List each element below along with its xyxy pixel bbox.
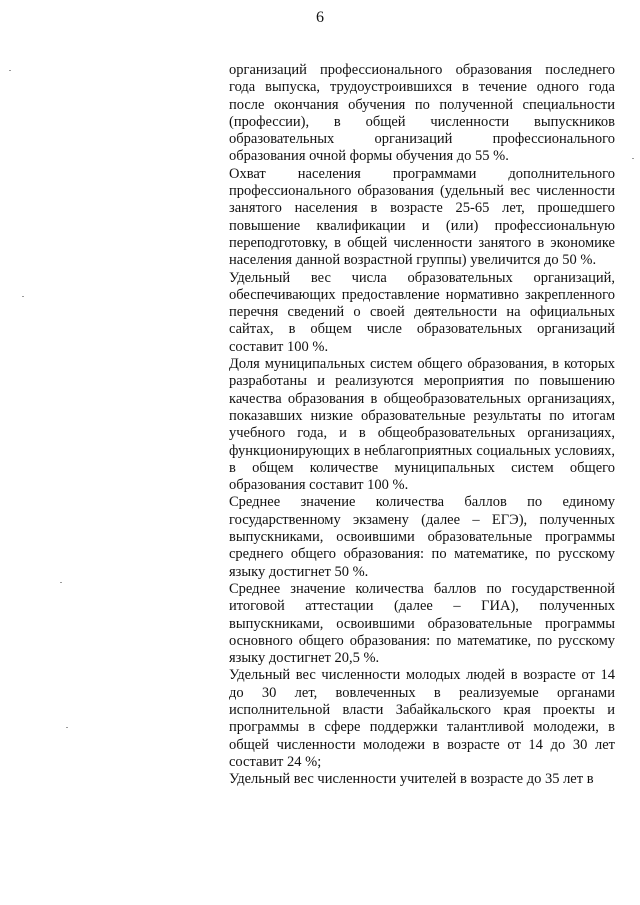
scan-speck: [9, 70, 11, 71]
page-number: 6: [316, 9, 324, 26]
paragraph-gia-scores: Среднее значение количества баллов по государственной итоговой аттестации (далее – ГИА), полученных выпускниками, освоившими образовательные программы основного общего образования: по математике, по русскому языку достигнет 20,5 %.: [229, 580, 615, 667]
scan-speck: [632, 158, 634, 159]
document-body: [229, 62, 615, 788]
paragraph-youth-projects: Удельный вес численности молодых людей в возрасте от 14 до 30 лет, вовлеченных в реализуемые органами исполнительной власти Забайкальского края проекты и программы в сфере поддержки талантливой молодежи, в общей численности молодежи в возрасте от 14 до 30 лет составит 24 %;: [229, 667, 615, 770]
scan-speck: [60, 582, 62, 583]
paragraph-ege-scores: Среднее значение количества баллов по единому государственному экзамену (далее – ЕГЭ), полученных выпускниками, освоившими образовательные программы среднего общего образования: по математике, по русскому языку достигнет 50 %.: [229, 494, 615, 580]
paragraph-additional-education: Охват населения программами дополнительного профессионального образования (удельный вес численности занятого населения в возрасте 25-65 лет, прошедшего повышение квалификации и (или) профессиональную переподготовку, в общей численности занятого в экономике населения данной возрастной группы) увеличится до 50 %.: [229, 165, 615, 269]
paragraph-young-teachers: Удельный вес численности учителей в возрасте до 35 лет в: [229, 771, 594, 788]
paragraph-official-websites: Удельный вес числа образовательных организаций, обеспечивающих предоставление нормативно закрепленного перечня сведений о своей деятельности на официальных сайтах, в общем числе образовательных организаций составит 100 %.: [229, 269, 615, 355]
paragraph-graduates-employment: организаций профессионального образования последнего года выпуска, трудоустроившихся в течение одного года после окончания обучения по полученной специальности (профессии), в общей численности выпускников образовательных организаций профессионального образования очной формы обучения до 55 %.: [229, 62, 615, 165]
paragraph-municipal-systems: Доля муниципальных систем общего образования, в которых разработаны и реализуются мероприятия по повышению качества образования в общеобразовательных организациях, показавших низкие образовательные результаты по итогам учебного года, и в общеобразовательных организациях, функционирующих в неблагоприятных социальных условиях, в общем количестве муниципальных систем общего образования составит 100 %.: [229, 356, 615, 494]
scan-speck: [66, 727, 68, 728]
scan-speck: [22, 296, 24, 297]
